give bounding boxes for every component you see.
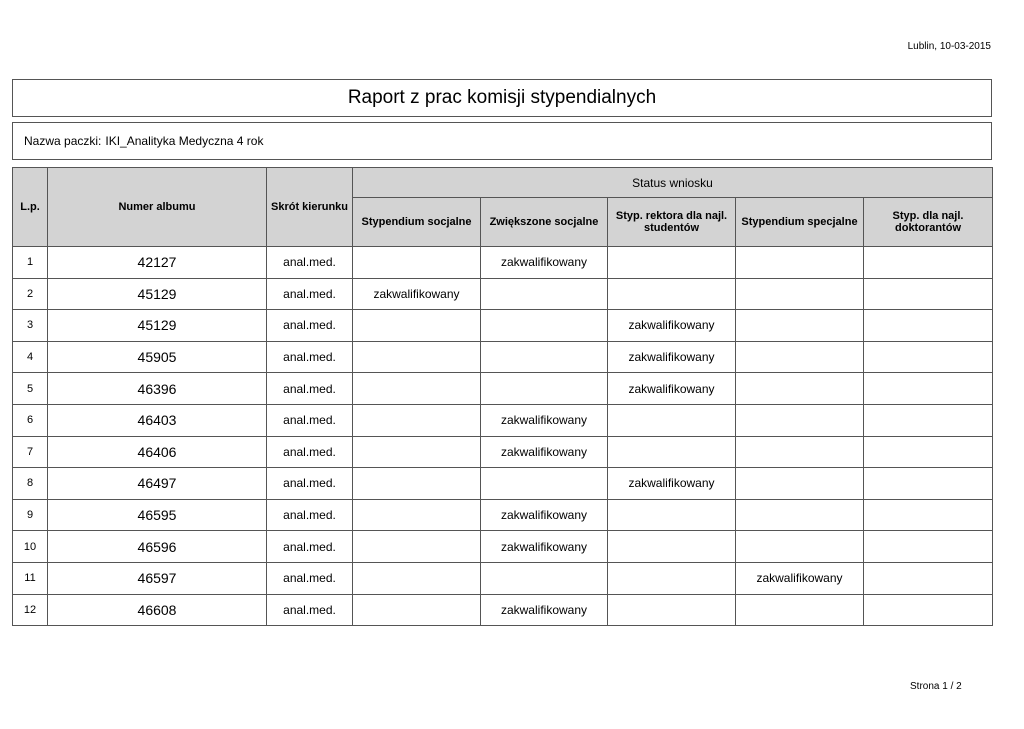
row-status-doktorantow: [864, 247, 993, 279]
row-status-socjalne: [353, 310, 481, 342]
row-lp: 10: [13, 531, 48, 563]
table-row: [13, 310, 993, 342]
row-status-socjalne: [353, 373, 481, 405]
row-status-rektora: [608, 531, 736, 563]
row-album-number: 46596: [48, 531, 267, 563]
row-lp: 4: [13, 341, 48, 373]
table-row: [13, 594, 993, 626]
row-status-specjalne: [736, 594, 864, 626]
row-status-rektora: [608, 562, 736, 594]
row-status-zwiekszone: [481, 310, 608, 342]
row-lp: 11: [13, 562, 48, 594]
row-status-rektora: [608, 404, 736, 436]
table-row: [13, 247, 993, 279]
header-lp: L.p.: [13, 168, 48, 247]
row-status-socjalne: [353, 404, 481, 436]
row-kierunek: anal.med.: [267, 562, 353, 594]
row-status-zwiekszone: [481, 278, 608, 310]
row-status-zwiekszone: zakwalifikowany: [481, 499, 608, 531]
row-album-number: 46608: [48, 594, 267, 626]
table-row: [13, 373, 993, 405]
row-status-doktorantow: [864, 468, 993, 500]
row-status-doktorantow: [864, 436, 993, 468]
row-album-number: 45905: [48, 341, 267, 373]
row-status-zwiekszone: [481, 341, 608, 373]
header-album: Numer albumu: [48, 168, 267, 247]
row-status-socjalne: [353, 247, 481, 279]
row-status-specjalne: [736, 373, 864, 405]
table-row: [13, 531, 993, 563]
table-body: [13, 247, 993, 626]
row-status-doktorantow: [864, 499, 993, 531]
row-kierunek: anal.med.: [267, 278, 353, 310]
table-row: [13, 436, 993, 468]
row-album-number: 46595: [48, 499, 267, 531]
row-status-specjalne: [736, 341, 864, 373]
header-status-socjalne: Stypendium socjalne: [353, 198, 481, 247]
row-status-specjalne: [736, 404, 864, 436]
package-label: Nazwa paczki:: [24, 134, 102, 148]
row-album-number: 46396: [48, 373, 267, 405]
row-album-number: 42127: [48, 247, 267, 279]
row-status-doktorantow: [864, 278, 993, 310]
package-info: [12, 122, 992, 160]
table-row: [13, 341, 993, 373]
row-status-specjalne: [736, 247, 864, 279]
row-status-rektora: [608, 499, 736, 531]
row-status-rektora: zakwalifikowany: [608, 468, 736, 500]
row-album-number: 45129: [48, 310, 267, 342]
row-status-zwiekszone: zakwalifikowany: [481, 436, 608, 468]
row-kierunek: anal.med.: [267, 373, 353, 405]
row-album-number: 45129: [48, 278, 267, 310]
row-album-number: 46497: [48, 468, 267, 500]
row-status-specjalne: [736, 436, 864, 468]
row-status-socjalne: zakwalifikowany: [353, 278, 481, 310]
row-lp: 9: [13, 499, 48, 531]
row-status-socjalne: [353, 499, 481, 531]
row-status-specjalne: [736, 468, 864, 500]
row-lp: 7: [13, 436, 48, 468]
row-status-socjalne: [353, 341, 481, 373]
row-lp: 5: [13, 373, 48, 405]
row-kierunek: anal.med.: [267, 594, 353, 626]
row-kierunek: anal.med.: [267, 531, 353, 563]
table-row: [13, 278, 993, 310]
report-title: Raport z prac komisji stypendialnych: [12, 79, 992, 117]
row-album-number: 46597: [48, 562, 267, 594]
row-status-zwiekszone: [481, 468, 608, 500]
row-kierunek: anal.med.: [267, 499, 353, 531]
row-status-zwiekszone: zakwalifikowany: [481, 531, 608, 563]
report-date: Lublin, 10-03-2015: [907, 41, 991, 52]
row-status-specjalne: [736, 531, 864, 563]
row-status-doktorantow: [864, 562, 993, 594]
row-status-socjalne: [353, 531, 481, 563]
row-lp: 2: [13, 278, 48, 310]
row-status-zwiekszone: zakwalifikowany: [481, 404, 608, 436]
row-status-rektora: [608, 247, 736, 279]
row-status-zwiekszone: zakwalifikowany: [481, 594, 608, 626]
row-status-doktorantow: [864, 531, 993, 563]
row-status-zwiekszone: [481, 373, 608, 405]
header-status-specjalne: Stypendium specjalne: [736, 198, 864, 247]
table-row: [13, 468, 993, 500]
header-kierunek: Skrót kierunku: [267, 168, 353, 247]
row-status-rektora: zakwalifikowany: [608, 373, 736, 405]
row-status-doktorantow: [864, 341, 993, 373]
row-status-zwiekszone: [481, 562, 608, 594]
row-kierunek: anal.med.: [267, 310, 353, 342]
row-status-doktorantow: [864, 373, 993, 405]
row-status-doktorantow: [864, 310, 993, 342]
row-status-rektora: [608, 594, 736, 626]
row-status-socjalne: [353, 594, 481, 626]
header-status-group: Status wniosku: [353, 168, 993, 198]
row-album-number: 46403: [48, 404, 267, 436]
row-kierunek: anal.med.: [267, 247, 353, 279]
table-row: [13, 404, 993, 436]
row-kierunek: anal.med.: [267, 341, 353, 373]
row-status-socjalne: [353, 436, 481, 468]
row-status-rektora: zakwalifikowany: [608, 310, 736, 342]
row-kierunek: anal.med.: [267, 404, 353, 436]
row-status-rektora: [608, 278, 736, 310]
row-lp: 8: [13, 468, 48, 500]
row-status-rektora: [608, 436, 736, 468]
header-status-rektora: Styp. rektora dla najl. studentów: [608, 198, 736, 247]
row-status-zwiekszone: zakwalifikowany: [481, 247, 608, 279]
row-lp: 12: [13, 594, 48, 626]
row-lp: 1: [13, 247, 48, 279]
row-status-socjalne: [353, 562, 481, 594]
row-lp: 3: [13, 310, 48, 342]
table-row: [13, 499, 993, 531]
row-status-socjalne: [353, 468, 481, 500]
row-status-doktorantow: [864, 594, 993, 626]
row-status-specjalne: [736, 310, 864, 342]
row-album-number: 46406: [48, 436, 267, 468]
header-status-zwiekszone: Zwiększone socjalne: [481, 198, 608, 247]
row-status-specjalne: zakwalifikowany: [736, 562, 864, 594]
row-lp: 6: [13, 404, 48, 436]
page-number: Strona 1 / 2: [910, 681, 962, 692]
row-kierunek: anal.med.: [267, 468, 353, 500]
row-kierunek: anal.med.: [267, 436, 353, 468]
table-row: [13, 562, 993, 594]
row-status-specjalne: [736, 278, 864, 310]
header-status-doktorantow: Styp. dla najl. doktorantów: [864, 198, 993, 247]
scholarship-table: [12, 167, 993, 626]
row-status-doktorantow: [864, 404, 993, 436]
package-name: IKI_Analityka Medyczna 4 rok: [105, 134, 264, 148]
row-status-specjalne: [736, 499, 864, 531]
row-status-rektora: zakwalifikowany: [608, 341, 736, 373]
